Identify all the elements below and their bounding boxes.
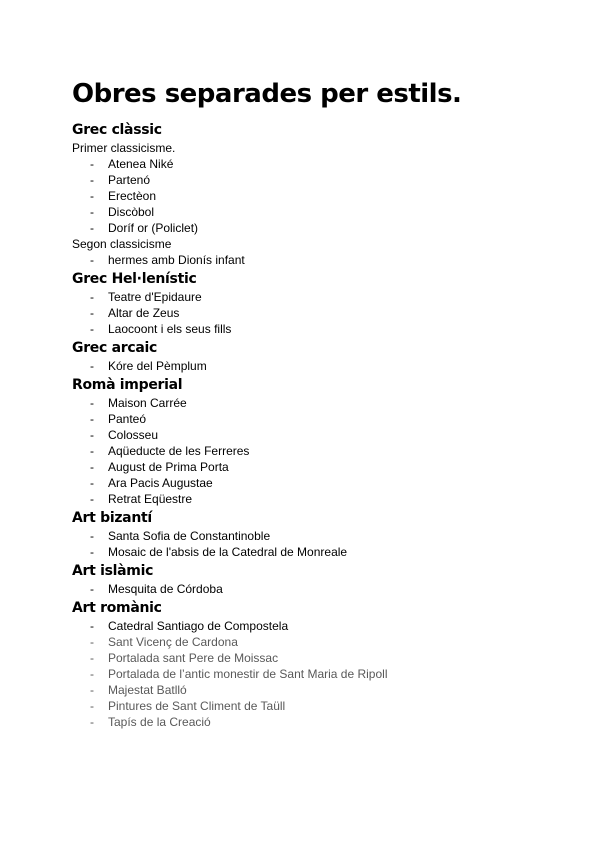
section-heading: Romà imperial: [72, 377, 183, 393]
list-item: [72, 634, 572, 650]
dash-bullet: -: [90, 290, 94, 304]
list-item: [72, 528, 572, 544]
list-item: [72, 220, 572, 236]
list-item-text: Retrat Eqüestre: [108, 492, 193, 506]
list-item-text: Colosseu: [108, 428, 159, 442]
dash-bullet: -: [90, 651, 94, 665]
dash-bullet: -: [90, 322, 94, 336]
list-item-text: Pintures de Sant Climent de Taüll: [108, 699, 286, 713]
dash-bullet: -: [90, 396, 94, 410]
list-item-text: Teatre d'Epidaure: [108, 290, 202, 304]
dash-bullet: -: [90, 619, 94, 633]
list-item: [72, 358, 572, 374]
section: [72, 562, 572, 597]
list-item-text: Maison Carrée: [108, 396, 187, 410]
item-list: [72, 528, 572, 560]
section-heading: Art islàmic: [72, 563, 154, 579]
document-content: [72, 119, 572, 730]
list-item-text: Santa Sofia de Constantinoble: [108, 529, 271, 543]
list-item: [72, 459, 572, 475]
list-item: [72, 443, 572, 459]
list-item: [72, 650, 572, 666]
dash-bullet: -: [90, 205, 94, 219]
list-item: [72, 581, 572, 597]
list-item: [72, 289, 572, 305]
section-heading: Grec Hel·lenístic: [72, 271, 197, 287]
list-item-text: Panteó: [108, 412, 147, 426]
list-item: [72, 172, 572, 188]
list-item-text: Tapís de la Creació: [108, 715, 211, 729]
list-item-text: Mesquita de Córdoba: [108, 582, 223, 596]
section: [72, 376, 572, 507]
page-title: Obres separades per estils.: [72, 79, 462, 109]
list-item: [72, 682, 572, 698]
list-item: [72, 321, 572, 337]
dash-bullet: -: [90, 683, 94, 697]
list-item-text: Mosaic de l'absis de la Catedral de Monreale: [108, 545, 348, 559]
list-item: [72, 666, 572, 682]
dash-bullet: -: [90, 635, 94, 649]
list-item-text: Doríf or (Policlet): [108, 221, 199, 235]
item-list: [72, 156, 572, 236]
list-item-text: Kóre del Pèmplum: [108, 359, 207, 373]
list-item-text: Portalada de l’antic monestir de Sant Maria de Ripoll: [108, 667, 388, 681]
dash-bullet: -: [90, 412, 94, 426]
dash-bullet: -: [90, 253, 94, 267]
dash-bullet: -: [90, 545, 94, 559]
list-item: [72, 714, 572, 730]
dash-bullet: -: [90, 492, 94, 506]
item-list: [72, 395, 572, 507]
item-list: [72, 581, 572, 597]
list-item-text: Aqüeducte de les Ferreres: [108, 444, 250, 458]
list-item: [72, 427, 572, 443]
dash-bullet: -: [90, 667, 94, 681]
section-subtitle: Primer classicisme.: [72, 141, 176, 155]
section-heading: Art romànic: [72, 600, 162, 616]
list-item: [72, 475, 572, 491]
list-item-text: Portalada sant Pere de Moissac: [108, 651, 279, 665]
list-item-text: Majestat Batlló: [108, 683, 187, 697]
section: [72, 339, 572, 374]
item-list: [72, 289, 572, 337]
list-item-text: Erectèon: [108, 189, 157, 203]
dash-bullet: -: [90, 444, 94, 458]
section: [72, 599, 572, 730]
dash-bullet: -: [90, 157, 94, 171]
list-item-text: Laocoont i els seus fills: [108, 322, 232, 336]
list-item-text: Ara Pacis Augustae: [108, 476, 213, 490]
list-item: [72, 204, 572, 220]
list-item-text: Atenea Niké: [108, 157, 174, 171]
dash-bullet: -: [90, 699, 94, 713]
list-item-text: Catedral Santiago de Compostela: [108, 619, 289, 633]
item-list: [72, 618, 572, 730]
section-subtitle: Segon classicisme: [72, 237, 172, 251]
list-item: [72, 156, 572, 172]
dash-bullet: -: [90, 715, 94, 729]
dash-bullet: -: [90, 189, 94, 203]
dash-bullet: -: [90, 529, 94, 543]
dash-bullet: -: [90, 359, 94, 373]
section: [72, 270, 572, 337]
list-item: [72, 544, 572, 560]
list-item: [72, 618, 572, 634]
list-item: [72, 305, 572, 321]
list-item-text: Sant Vicenç de Cardona: [108, 635, 238, 649]
list-item: [72, 188, 572, 204]
dash-bullet: -: [90, 460, 94, 474]
list-item: [72, 252, 572, 268]
list-item-text: Discòbol: [108, 205, 155, 219]
item-list: [72, 252, 572, 268]
list-item-text: Partenó: [108, 173, 151, 187]
section-heading: Art bizantí: [72, 510, 152, 526]
dash-bullet: -: [90, 173, 94, 187]
dash-bullet: -: [90, 582, 94, 596]
dash-bullet: -: [90, 306, 94, 320]
section: [72, 121, 572, 268]
list-item-text: August de Prima Porta: [108, 460, 229, 474]
list-item-text: Altar de Zeus: [108, 306, 180, 320]
list-item: [72, 411, 572, 427]
section-heading: Grec clàssic: [72, 122, 162, 138]
dash-bullet: -: [90, 428, 94, 442]
section-heading: Grec arcaic: [72, 340, 157, 356]
list-item: [72, 395, 572, 411]
item-list: [72, 358, 572, 374]
section: [72, 509, 572, 560]
dash-bullet: -: [90, 476, 94, 490]
list-item: [72, 698, 572, 714]
dash-bullet: -: [90, 221, 94, 235]
list-item: [72, 491, 572, 507]
list-item-text: hermes amb Dionís infant: [108, 253, 245, 267]
